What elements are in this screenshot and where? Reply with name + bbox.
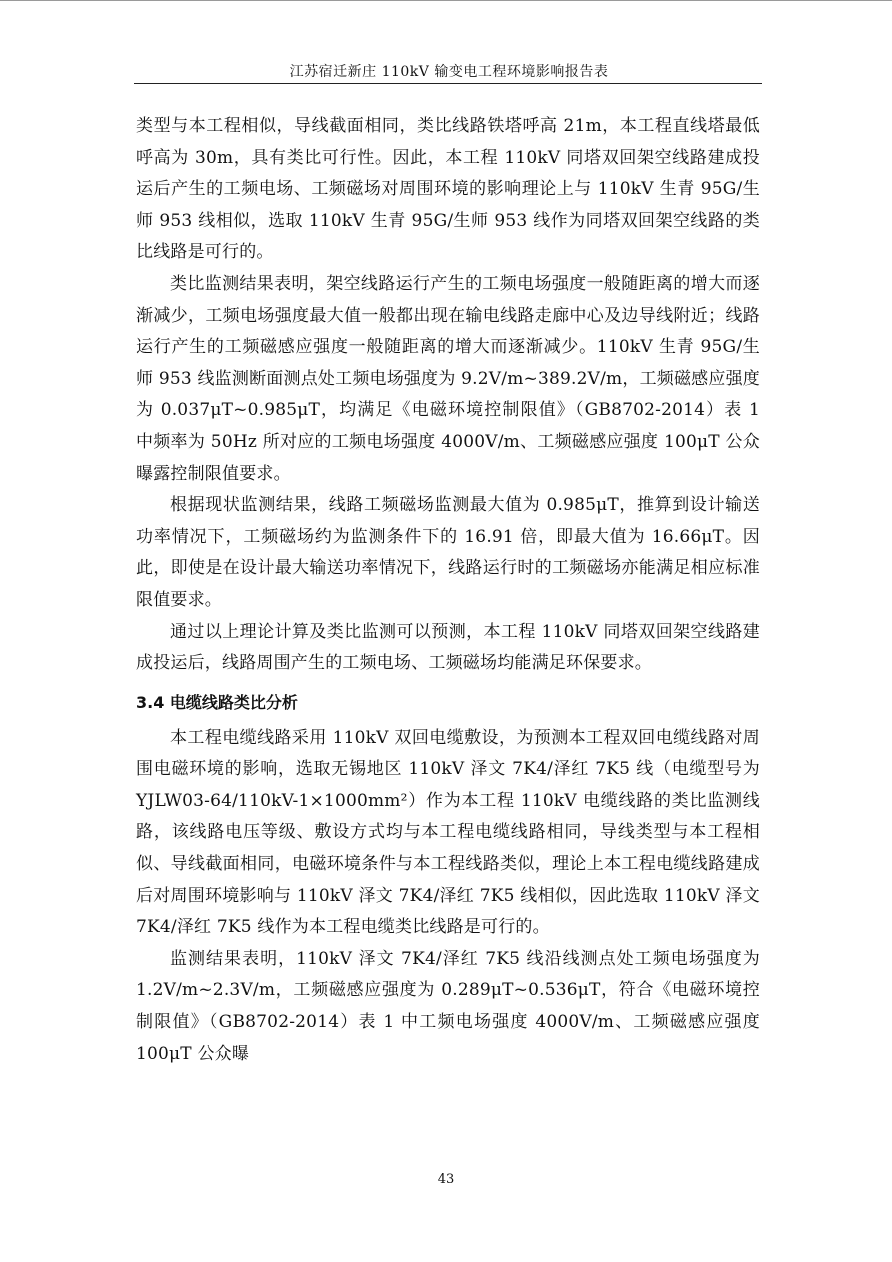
header-rule (134, 83, 762, 84)
paragraph-5: 本工程电缆线路采用 110kV 双回电缆敷设，为预测本工程双回电缆线路对周围电磁环境的影响，选取无锡地区 110kV 泽文 7K4/泽红 7K5 线（电缆型号为 YJLW03-64/110kV-1×1000mm²）作为本工程 110kV 电缆线路的类比监测线路，该线路电压等级、敷设方式均与本工程电缆线路相同，导线类型与本工程相似、导线截面相同，电磁环境条件与本工程线路类似，理论上本工程电缆线路建成后对周围环境影响与 110kV 泽文 7K4/泽红 7K5 线相似，因此选取 110kV 泽文 7K4/泽红 7K5 线作为本工程电缆类比线路是可行的。 (136, 727, 760, 938)
paragraph-4: 通过以上理论计算及类比监测可以预测，本工程 110kV 同塔双回架空线路建成投运后，线路周围产生的工频电场、工频磁场均能满足环保要求。 (136, 621, 760, 674)
running-header: 江苏宿迁新庄 110kV 输变电工程环境影响报告表 (289, 64, 609, 80)
paragraph-1: 类型与本工程相似，导线截面相同，类比线路铁塔呼高 21m，本工程直线塔最低呼高为 30m，具有类比可行性。因此，本工程 110kV 同塔双回架空线路建成投运后产生的工频电场、工频磁场对周围环境的影响理论上与 110kV 生青 95G/生师 953 线相似，选取 110kV 生青 95G/生师 953 线作为同塔双回架空线路的类比线路是可行的。 (136, 116, 760, 263)
page-top-border (0, 0, 892, 1)
paragraph-3: 根据现状监测结果，线路工频磁场监测最大值为 0.985μT，推算到设计输送功率情况下，工频磁场约为监测条件下的 16.91 倍，即最大值为 16.66μT。因此，即使是在设计最大输送功率情况下，线路运行时的工频磁场亦能满足相应标准限值要求。 (136, 495, 760, 610)
section-heading: 3.4 电缆线路类比分析 (136, 692, 298, 712)
page-number: 43 (437, 1172, 455, 1187)
paragraph-2: 类比监测结果表明，架空线路运行产生的工频电场强度一般随距离的增大而逐渐减少，工频电场强度最大值一般都出现在输电线路走廊中心及边导线附近；线路运行产生的工频磁感应强度一般随距离的增大而逐渐减少。110kV 生青 95G/生师 953 线监测断面测点处工频电场强度为 9.2V/m~389.2V/m，工频磁感应强度为 0.037μT~0.985μT，均满足《电磁环境控制限值》（GB8702-2014）表 1 中频率为 50Hz 所对应的工频电场强度 4000V/m、工频磁感应强度 100μT 公众曝露控制限值要求。 (136, 273, 760, 484)
page-body (136, 111, 760, 1070)
paragraph-6: 监测结果表明，110kV 泽文 7K4/泽红 7K5 线沿线测点处工频电场强度为 1.2V/m~2.3V/m，工频磁感应强度为 0.289μT~0.536μT，符合《电磁环境控制限值》（GB8702-2014）表 1 中工频电场强度 4000V/m、工频磁感应强度 100μT 公众曝 (136, 948, 760, 1064)
